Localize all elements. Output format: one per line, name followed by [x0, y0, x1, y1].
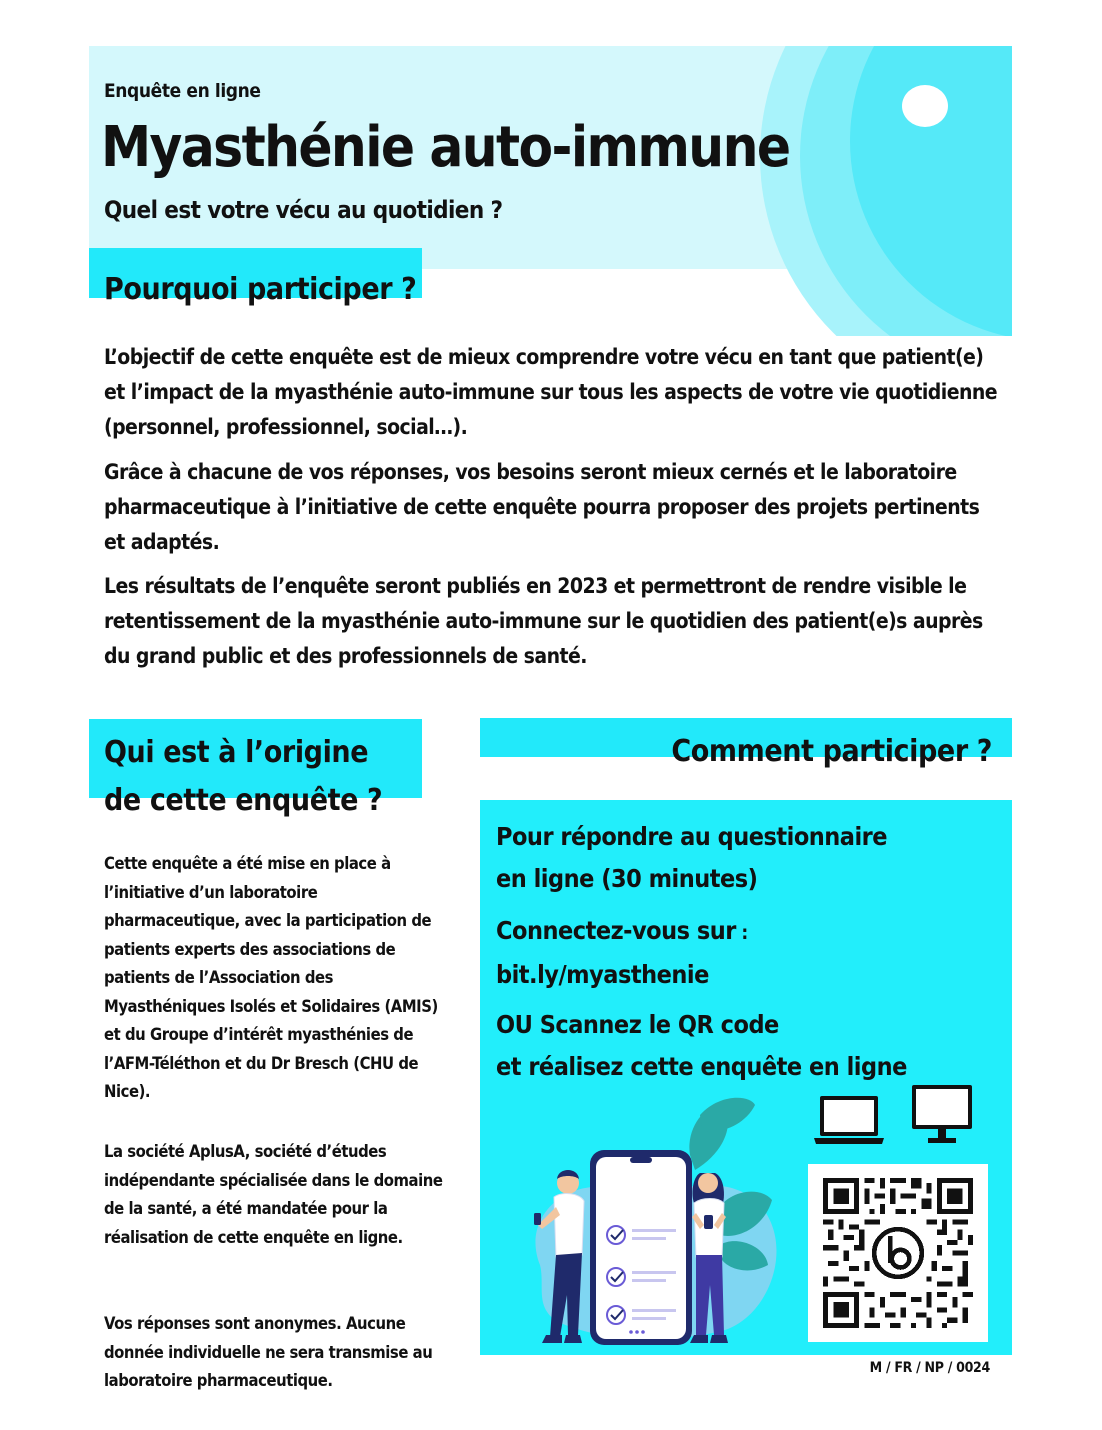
why-paragraph: Les résultats de l’enquête seront publiés en 2023 et permettront de rendre visible le retentissement de la myasthénie auto-immune sur le quotidien des patient(e)s auprès du grand public et des professionnels de santé. — [104, 574, 983, 668]
how-line: en ligne (30 minutes) — [496, 864, 758, 893]
survey-link[interactable]: bit.ly/myasthenie — [496, 960, 709, 989]
eyebrow-label: Enquête en ligne — [104, 80, 261, 102]
who-paragraph: Vos réponses sont anonymes. Aucune donnée individuelle ne sera transmise au laboratoire pharmaceutique. — [104, 1314, 433, 1390]
page-subtitle: Quel est votre vécu au quotidien ? — [104, 196, 503, 224]
how-line: Connectez-vous sur — [496, 916, 736, 945]
people-phone-illustration — [510, 1095, 790, 1353]
document-reference-code: M / FR / NP / 0024 — [869, 1360, 990, 1376]
why-paragraph: L’objectif de cette enquête est de mieux comprendre votre vécu en tant que patient(e) et l’impact de la myasthénie auto-immune sur tous les aspects de votre vie quotidienne (personnel, professionnel, social…). — [104, 345, 998, 439]
how-line: OU Scannez le QR code — [496, 1010, 779, 1039]
how-instruction — [496, 910, 996, 996]
page-title: Myasthénie auto-immune — [101, 115, 790, 180]
how-line: Pour répondre au questionnaire — [496, 822, 888, 851]
section-heading-who — [104, 729, 434, 825]
why-paragraph: Grâce à chacune de vos réponses, vos besoins seront mieux cernés et le laboratoire pharmaceutique à l’initiative de cette enquête pourra proposer des projets pertinents et adaptés. — [104, 460, 980, 554]
decorative-circles-graphic — [760, 46, 1012, 336]
section-heading-line: Qui est à l’origine — [104, 735, 369, 770]
how-colon: : — [735, 922, 748, 944]
section-heading-how: Comment participer ? — [671, 734, 992, 769]
who-paragraph: Cette enquête a été mise en place à l’initiative d’un laboratoire pharmaceutique, avec la participation de patients experts des associations de patients de l’Association des Myasthéniques Isolés et Solidaires (AMIS) et du Groupe d’intérêt myasthénies de l’AFM-Téléthon et du Dr Bresch (CHU de Nice). — [104, 854, 438, 1101]
how-instruction — [496, 816, 996, 900]
who-paragraph: La société AplusA, société d’études indépendante spécialisée dans le domaine de la santé, a été mandatée pour la réalisation de cette enquête en ligne. — [104, 1142, 443, 1247]
qr-code-icon[interactable] — [823, 1178, 973, 1328]
section-heading-why: Pourquoi participer ? — [104, 272, 417, 307]
monitor-icon — [910, 1083, 974, 1145]
how-instruction — [496, 1004, 996, 1088]
section-heading-line: de cette enquête ? — [104, 783, 383, 818]
laptop-icon — [812, 1094, 886, 1146]
how-line: et réalisez cette enquête en ligne — [496, 1052, 907, 1081]
